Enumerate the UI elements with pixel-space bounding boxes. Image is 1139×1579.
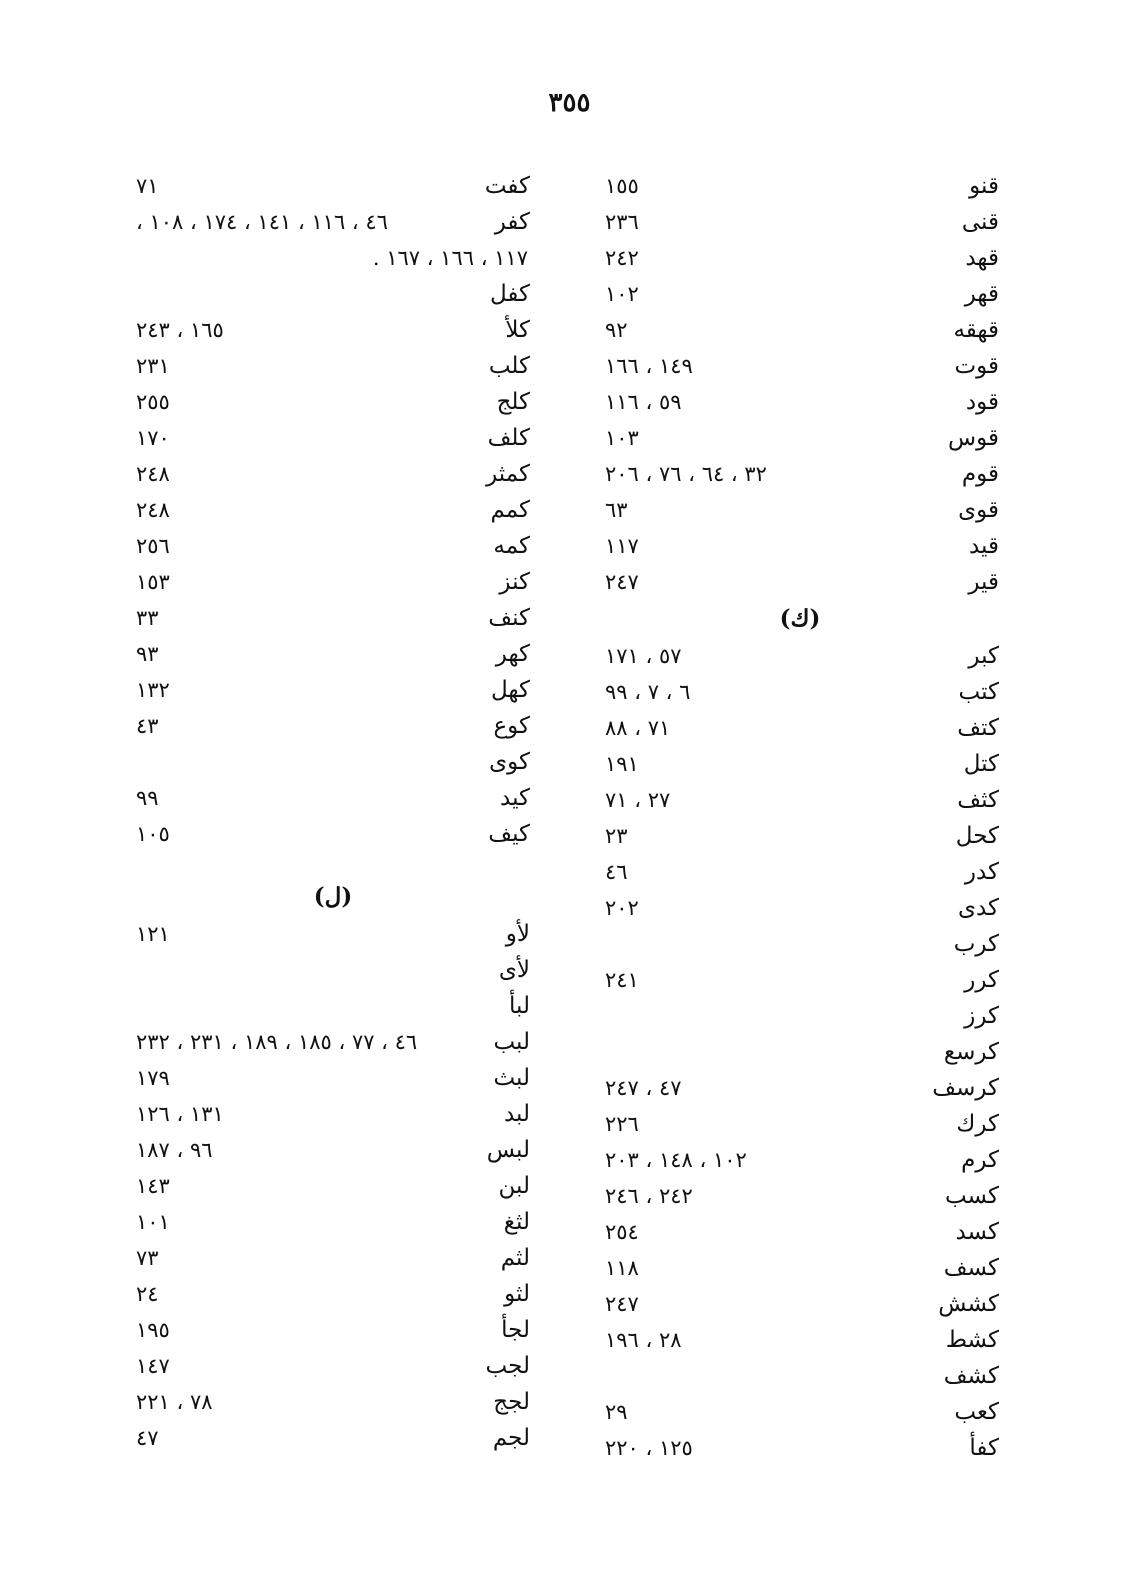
entry-pages: ١٤٩ ، ١٦٦	[605, 354, 693, 378]
index-entry	[128, 384, 538, 420]
index-entry	[595, 420, 1005, 456]
entry-pages: ١١٧	[605, 534, 639, 558]
entry-pages: ٢٨ ، ١٩٦	[605, 1328, 682, 1352]
q-entries-list	[595, 168, 1005, 600]
index-entry	[128, 528, 538, 564]
index-entry	[595, 710, 1005, 746]
index-entry	[595, 564, 1005, 600]
index-entry	[128, 744, 538, 780]
entry-word: لجم	[492, 1425, 530, 1451]
index-entry	[128, 204, 538, 240]
entry-word: كلب	[488, 353, 530, 379]
entry-pages: ٦ ، ٧ ، ٩٩	[605, 680, 691, 704]
entry-word: كلج	[496, 389, 530, 415]
index-entry	[595, 1286, 1005, 1322]
entry-word: قوى	[958, 497, 999, 523]
entry-pages: ٢٢٦	[605, 1112, 639, 1136]
index-entry	[595, 528, 1005, 564]
entry-word: لبد	[503, 1101, 530, 1127]
entry-pages: ٧١ ، ٨٨	[605, 716, 671, 740]
entry-pages: ١٣٢	[136, 678, 170, 702]
entry-word: لأى	[498, 957, 530, 983]
entry-word: كيد	[500, 785, 530, 811]
index-entry	[128, 420, 538, 456]
entry-pages: ١٧٩	[136, 1066, 170, 1090]
index-entry	[128, 456, 538, 492]
entry-word: كلف	[487, 425, 530, 451]
index-entry	[128, 708, 538, 744]
entry-word: كهل	[491, 677, 530, 703]
entry-pages: ٢٣	[605, 824, 628, 848]
entry-word: قود	[965, 389, 999, 415]
entry-pages: ١٥٣	[136, 570, 170, 594]
entry-word: لبأ	[509, 993, 530, 1019]
entry-word: قهقه	[953, 317, 999, 343]
entry-word: كمه	[493, 533, 530, 559]
entry-word: كرب	[953, 931, 999, 957]
index-entry	[595, 1430, 1005, 1466]
entry-word: قهر	[964, 281, 999, 307]
entry-word: كرر	[964, 967, 999, 993]
entry-pages: ٤٦ ، ٧٧ ، ١٨٥ ، ١٨٩ ، ٢٣١ ، ٢٣٢	[136, 1030, 418, 1054]
index-entry	[128, 636, 538, 672]
entry-word: كفت	[484, 173, 530, 199]
entry-pages: ١٠٢	[605, 282, 639, 306]
entry-pages: ٢٤١	[605, 968, 639, 992]
entry-pages: ٢٩	[605, 1400, 628, 1424]
index-entry	[128, 1276, 538, 1312]
entry-pages: ٤٦	[605, 860, 628, 884]
index-entry	[595, 240, 1005, 276]
index-entry	[128, 1096, 538, 1132]
entry-pages: ١٢٥ ، ٢٢٠	[605, 1436, 693, 1460]
entry-word: لثو	[504, 1281, 530, 1307]
index-entry	[128, 916, 538, 952]
k-entries-list	[595, 638, 1005, 1466]
index-entry	[595, 746, 1005, 782]
entry-pages: ١٠٢ ، ١٤٨ ، ٢٠٣	[605, 1148, 747, 1172]
entry-word: لثم	[500, 1245, 530, 1271]
entry-word: لجأ	[501, 1317, 530, 1343]
k-entries-top-list	[128, 168, 538, 204]
entry-pages: ٢٤٧	[605, 570, 639, 594]
entry-word: كسب	[944, 1183, 999, 1209]
section-heading-lam: (ل)	[313, 883, 353, 910]
index-entry	[128, 312, 538, 348]
index-entry	[595, 492, 1005, 528]
index-entry	[595, 1070, 1005, 1106]
index-entry	[595, 998, 1005, 1034]
right-index-column	[595, 168, 1005, 1466]
l-entries-list	[128, 916, 538, 1456]
index-entry	[595, 854, 1005, 890]
index-entry	[595, 1250, 1005, 1286]
entry-word: قنى	[961, 209, 999, 235]
entry-word: كدى	[957, 895, 999, 921]
entry-word: كهر	[495, 641, 530, 667]
index-entry	[128, 1240, 538, 1276]
entry-pages: ٦٣	[605, 498, 628, 522]
entry-pages: ١٠٣	[605, 426, 639, 450]
index-entry	[128, 1024, 538, 1060]
index-entry	[595, 312, 1005, 348]
entry-word: كشف	[943, 1363, 999, 1389]
index-entry	[128, 168, 538, 204]
index-entry	[595, 926, 1005, 962]
entry-pages: ٧٨ ، ٢٢١	[136, 1390, 213, 1414]
entry-pages: ٢٥٦	[136, 534, 170, 558]
entry-word: كحل	[955, 823, 999, 849]
entry-word: كوى	[489, 749, 530, 775]
entry-pages-continued: ١١٧ ، ١٦٦ ، ١٦٧ .	[372, 246, 528, 270]
entry-word: قوت	[954, 353, 999, 379]
index-entry	[595, 818, 1005, 854]
index-entry	[128, 564, 538, 600]
entry-word: قير	[968, 569, 999, 595]
entry-word: كفر	[494, 209, 530, 235]
index-entry	[595, 782, 1005, 818]
entry-pages: ٥٧ ، ١٧١	[605, 644, 682, 668]
entry-pages: ٧٣	[136, 1246, 159, 1270]
entry-pages: ٢٤٨	[136, 498, 170, 522]
entry-word: كرم	[961, 1147, 999, 1173]
index-entry	[128, 1384, 538, 1420]
entry-word: كسد	[955, 1219, 999, 1245]
entry-word: لبس	[486, 1137, 530, 1163]
entry-pages: ٢٤٢	[605, 246, 639, 270]
index-entry	[595, 384, 1005, 420]
entry-pages: ١٩٥	[136, 1318, 170, 1342]
entry-pages: ٢٣٦	[605, 210, 639, 234]
index-entry	[128, 672, 538, 708]
entry-word: لأو	[505, 921, 530, 947]
entry-pages: ١٧٠	[136, 426, 170, 450]
entry-pages: ٧١	[136, 174, 159, 198]
entry-word: كشش	[938, 1291, 999, 1317]
entry-pages: ٣٢ ، ٦٤ ، ٧٦ ، ٢٠٦	[605, 462, 767, 486]
index-entry	[595, 962, 1005, 998]
entry-pages: ٩٦ ، ١٨٧	[136, 1138, 213, 1162]
index-entry	[128, 780, 538, 816]
left-index-column	[128, 168, 538, 1456]
entry-pages: ١٠١	[136, 1210, 170, 1234]
index-entry	[128, 1312, 538, 1348]
index-entry	[595, 1214, 1005, 1250]
section-heading-kaf: (ك)	[779, 605, 821, 632]
index-entry	[595, 168, 1005, 204]
entry-pages: ٢٥٥	[136, 390, 170, 414]
entry-word: لجج	[493, 1389, 530, 1415]
index-entry-continuation	[128, 240, 538, 276]
k-entries-list-left	[128, 276, 538, 852]
entry-word: كنز	[499, 569, 530, 595]
entry-word: كرك	[956, 1111, 999, 1137]
entry-pages: ٢٤٧	[605, 1292, 639, 1316]
index-entry	[595, 674, 1005, 710]
entry-word: كرسع	[943, 1039, 999, 1065]
entry-pages: ٤٧ ، ٢٤٧	[605, 1076, 682, 1100]
index-entry	[128, 952, 538, 988]
index-entry	[595, 276, 1005, 312]
index-entry	[128, 1204, 538, 1240]
entry-word: لبب	[493, 1029, 530, 1055]
entry-pages: ١٢١	[136, 922, 170, 946]
index-entry	[128, 600, 538, 636]
index-entry	[128, 816, 538, 852]
entry-word: قنو	[969, 173, 999, 199]
entry-word: كفل	[489, 281, 530, 307]
index-entry	[595, 1142, 1005, 1178]
entry-word: قهد	[965, 245, 999, 271]
entry-pages: ٢٥٤	[605, 1220, 639, 1244]
entry-pages: ٩٣	[136, 642, 159, 666]
index-entry	[128, 276, 538, 312]
entry-word: لجب	[485, 1353, 530, 1379]
index-entry	[128, 348, 538, 384]
index-entry	[128, 1348, 538, 1384]
entry-word: لثغ	[503, 1209, 530, 1235]
entry-pages: ١٣١ ، ١٢٦	[136, 1102, 224, 1126]
entry-word: كعب	[954, 1399, 999, 1425]
entry-word: كمثر	[486, 461, 530, 487]
entry-word: كلأ	[505, 317, 530, 343]
index-entry	[128, 492, 538, 528]
entry-word: قيد	[968, 533, 999, 559]
entry-pages: ٢٤٨	[136, 462, 170, 486]
index-entry	[595, 1394, 1005, 1430]
entry-word: كبر	[968, 643, 999, 669]
entry-pages: ٥٩ ، ١١٦	[605, 390, 682, 414]
index-entry	[595, 890, 1005, 926]
page-number: ٣٥٥	[548, 88, 591, 118]
entry-pages: ٢٤	[136, 1282, 159, 1306]
section-spacer	[128, 852, 538, 878]
entry-word: كثف	[957, 787, 999, 813]
entry-pages: ١٤٧	[136, 1354, 170, 1378]
entry-word: لبن	[498, 1173, 530, 1199]
entry-word: لبث	[493, 1065, 530, 1091]
index-entry	[595, 1034, 1005, 1070]
entry-pages: ١٦٥ ، ٢٤٣	[136, 318, 224, 342]
entry-word: كتل	[963, 751, 999, 777]
index-entry	[595, 348, 1005, 384]
index-entry	[595, 1178, 1005, 1214]
entry-pages: ٢٣١	[136, 354, 170, 378]
entry-word: كشط	[945, 1327, 999, 1353]
index-entry	[128, 1168, 538, 1204]
index-entry	[128, 1132, 538, 1168]
index-entry	[595, 1358, 1005, 1394]
index-entry	[128, 1060, 538, 1096]
entry-word: كيف	[488, 821, 530, 847]
entry-pages: ١٠٥	[136, 822, 170, 846]
entry-pages: ٢٤٢ ، ٢٤٦	[605, 1184, 693, 1208]
entry-word: كرز	[964, 1003, 999, 1029]
index-entry	[128, 988, 538, 1024]
entry-word: كرسف	[932, 1075, 999, 1101]
entry-word: كتب	[958, 679, 999, 705]
entry-word: قوس	[948, 425, 999, 451]
entry-word: كتف	[957, 715, 999, 741]
entry-word: كدر	[964, 859, 999, 885]
entry-pages: ٢٧ ، ٧١	[605, 788, 671, 812]
entry-pages: ٤٣	[136, 714, 159, 738]
index-entry	[595, 1106, 1005, 1142]
entry-pages: ١١٨	[605, 1256, 639, 1280]
entry-word: كنف	[488, 605, 530, 631]
entry-word: كمم	[490, 497, 530, 523]
entry-pages: ٢٠٢	[605, 896, 639, 920]
entry-pages: ١٩١	[605, 752, 639, 776]
entry-pages: ١٥٥	[605, 174, 639, 198]
entry-pages: ١٤٣	[136, 1174, 170, 1198]
entry-pages: ٩٩	[136, 786, 159, 810]
entry-word: كفأ	[969, 1435, 999, 1461]
entry-pages: ٩٢	[605, 318, 628, 342]
index-entry	[595, 1322, 1005, 1358]
entry-pages: ٤٦ ، ١١٦ ، ١٤١ ، ١٧٤ ، ١٠٨ ،	[136, 210, 388, 234]
index-entry	[595, 638, 1005, 674]
index-entry	[595, 204, 1005, 240]
entry-word: قوم	[961, 461, 999, 487]
index-entry	[128, 1420, 538, 1456]
entry-word: كوع	[493, 713, 530, 739]
entry-word: كسف	[943, 1255, 999, 1281]
index-entry	[595, 456, 1005, 492]
entry-pages: ٣٣	[136, 606, 159, 630]
entry-pages: ٤٧	[136, 1426, 159, 1450]
